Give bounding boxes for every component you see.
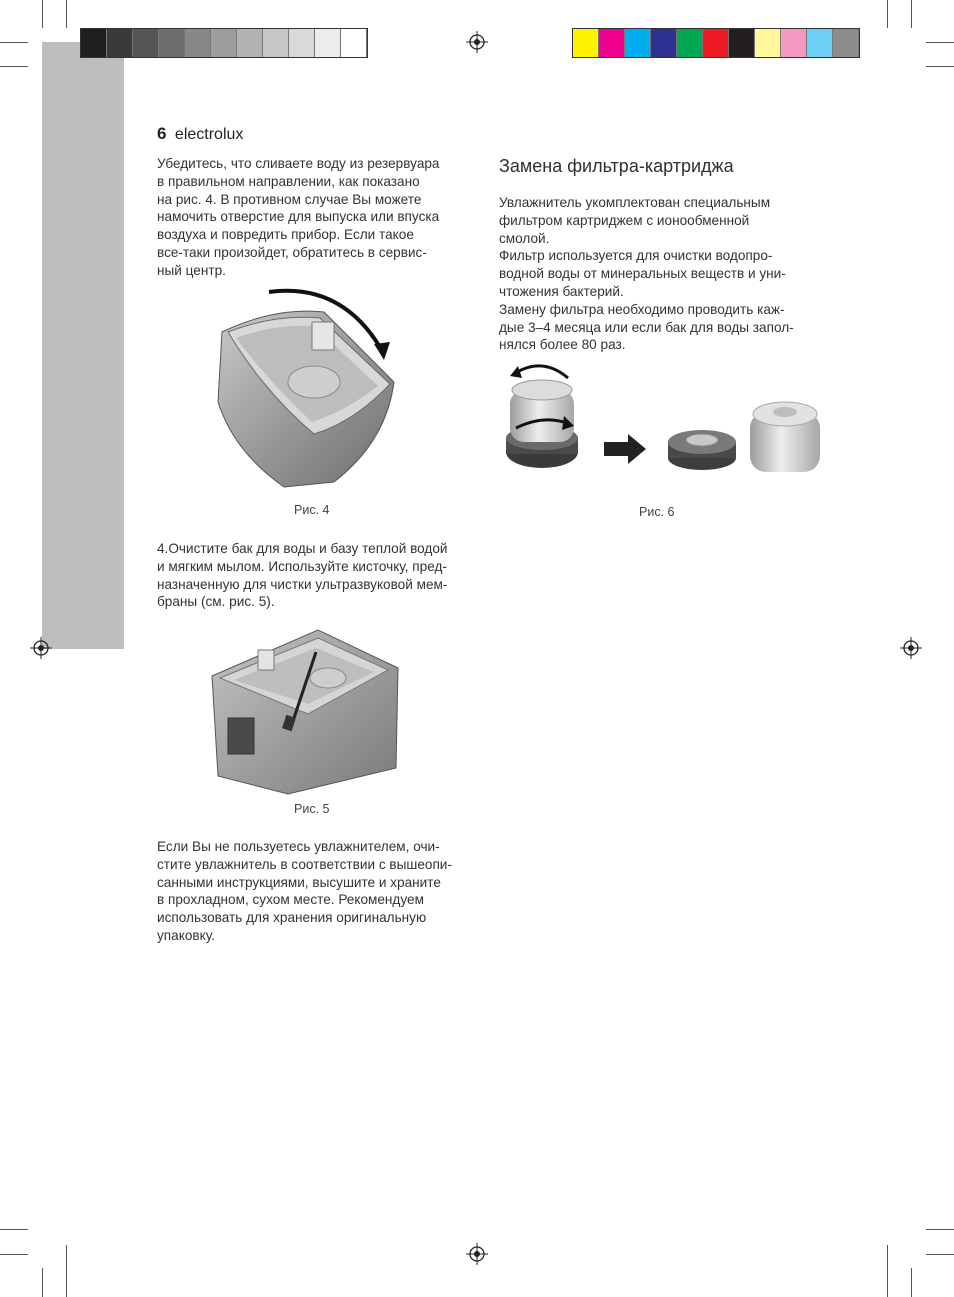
color-swatch — [755, 29, 781, 57]
gray-swatch — [341, 29, 367, 57]
color-swatch — [677, 29, 703, 57]
paragraph-filter-info: Увлажнитель укомплектован специальным фильтром картриджем с ионообменной смолой. Фильтр используется для очистки водопро- водной воды от минеральных веществ и уни- чтожения бактерий. Замену фильтра необходимо проводить каж- дые 3–4 месяца или если бак для воды запол- нялся более 80 раз. — [499, 195, 794, 353]
crop-mark — [0, 1254, 28, 1255]
crop-mark — [926, 42, 954, 43]
color-swatch — [651, 29, 677, 57]
registration-mark-icon — [900, 637, 922, 659]
crop-mark — [926, 1254, 954, 1255]
crop-mark — [42, 0, 43, 28]
color-swatch — [573, 29, 599, 57]
color-swatch — [807, 29, 833, 57]
figure-5-caption: Рис. 5 — [294, 802, 330, 816]
crop-mark — [887, 1245, 888, 1297]
figure-4-tank-drain — [214, 282, 404, 492]
paragraph-drain-warning: Убедитесь, что сливаете воду из резервуара в правильном направлении, как показано на рис. 4. В противном случае Вы можете намочить отверстие для выпуска или впуска воздуха и повредить прибор. Если такое все-таки произойдет, обратитесь в сервис- ный центр. — [157, 156, 440, 278]
crop-mark — [66, 1245, 67, 1297]
crop-mark — [887, 0, 888, 28]
crop-mark — [0, 66, 28, 67]
gray-swatch — [315, 29, 341, 57]
gray-swatch — [159, 29, 185, 57]
gray-swatch — [107, 29, 133, 57]
crop-mark — [66, 0, 67, 28]
gray-swatch — [237, 29, 263, 57]
gray-swatch — [263, 29, 289, 57]
paragraph-clean-tank: 4.Очистите бак для воды и базу теплой водой и мягким мылом. Используйте кисточку, пред- назначенную для чистки ультразвуковой мем- браны (см. рис. 5). — [157, 541, 448, 610]
color-swatch — [833, 29, 859, 57]
gray-swatch — [211, 29, 237, 57]
crop-mark — [911, 0, 912, 28]
grayscale-bar — [80, 28, 368, 58]
color-swatch — [703, 29, 729, 57]
color-bar — [572, 28, 860, 58]
margin-tab — [42, 42, 124, 649]
brand-name: electrolux — [174, 126, 244, 143]
crop-mark — [911, 1268, 912, 1297]
crop-mark — [0, 42, 28, 43]
crop-mark — [926, 66, 954, 67]
gray-swatch — [81, 29, 107, 57]
crop-mark — [926, 1229, 954, 1230]
section-heading: Замена фильтра-картриджа — [499, 156, 734, 176]
crop-mark — [0, 1229, 28, 1230]
gray-swatch — [185, 29, 211, 57]
paragraph-storage: Если Вы не пользуетесь увлажнителем, очи- стите увлажнитель в соответствии с вышеопи- санными инструкциями, высушите и храните в прохладном, сухом месте. Рекомендуем использовать для хранения оригинальную упаковку. — [157, 839, 452, 943]
color-swatch — [781, 29, 807, 57]
color-swatch — [729, 29, 755, 57]
crop-mark — [42, 1268, 43, 1297]
figure-6-filter-replacement — [504, 360, 834, 480]
gray-swatch — [289, 29, 315, 57]
registration-mark-icon — [30, 637, 52, 659]
color-swatch — [599, 29, 625, 57]
gray-swatch — [133, 29, 159, 57]
registration-mark-icon — [466, 1243, 488, 1265]
figure-4-caption: Рис. 4 — [294, 503, 330, 517]
figure-6-caption: Рис. 6 — [639, 505, 675, 519]
color-swatch — [625, 29, 651, 57]
registration-mark-icon — [466, 31, 488, 53]
page-header — [157, 124, 243, 144]
page-number: 6 — [157, 124, 167, 143]
figure-5-base-brush — [208, 628, 408, 796]
